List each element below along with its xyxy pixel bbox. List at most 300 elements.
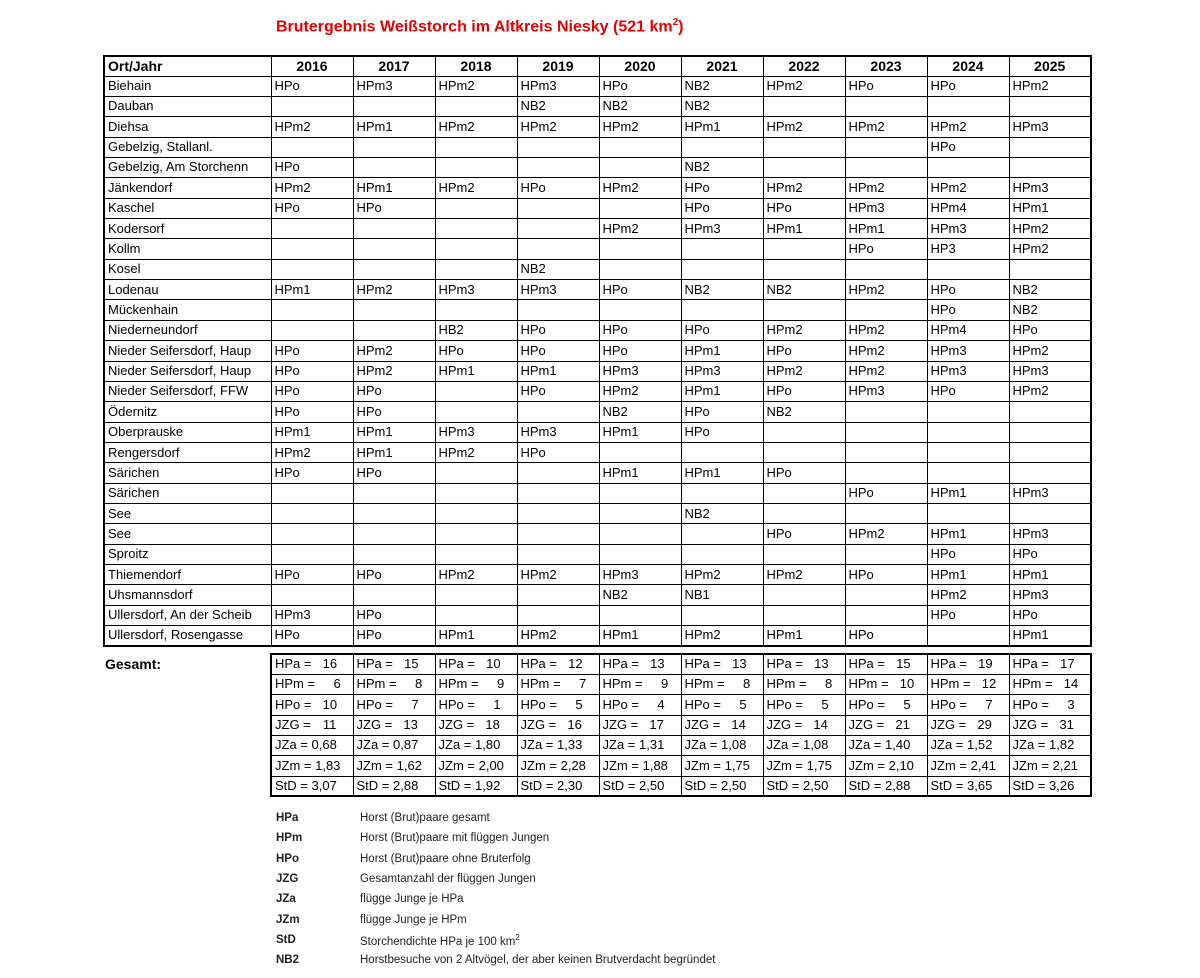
summary-value: 2,21 (1052, 757, 1078, 773)
result-cell-2019 (517, 524, 599, 544)
result-cell-2021: HPm1 (681, 463, 763, 483)
result-cell-2020 (599, 198, 681, 218)
summary-cell-2020: StD = 2,50 (599, 776, 681, 796)
summary-value: 15 (404, 656, 419, 672)
summary-cell-2016: JZm = 1,83 (271, 756, 353, 776)
result-cell-2022 (763, 442, 845, 462)
summary-value: 2,88 (393, 777, 419, 793)
table-row (104, 524, 1091, 544)
result-cell-2023: HPo (845, 483, 927, 503)
result-cell-2024: HPo (927, 544, 1009, 564)
summary-value: 19 (978, 656, 993, 672)
result-cell-2024: HPo (927, 76, 1009, 96)
result-cell-2017: HPo (353, 198, 435, 218)
ort-cell: Thiemendorf (104, 565, 271, 585)
summary-cell-2019: HPm = 7 (517, 674, 599, 694)
brood-results-table (103, 55, 1092, 647)
summary-cell-2019: HPa = 12 (517, 654, 599, 674)
legend-item (276, 808, 715, 828)
summary-value: 13 (814, 656, 829, 672)
summary-cell-2018: HPm = 9 (435, 674, 517, 694)
result-cell-2025 (1009, 463, 1091, 483)
table-row (104, 280, 1091, 300)
result-cell-2016: HPo (271, 381, 353, 401)
summary-cell-2016: HPm = 6 (271, 674, 353, 694)
summary-cell-2018: JZa = 1,80 (435, 735, 517, 755)
summary-value: 8 (742, 676, 751, 692)
result-cell-2021 (681, 259, 763, 279)
summary-table-body (271, 654, 1091, 796)
summary-value: 2,00 (478, 757, 504, 773)
summary-cell-2025: HPo = 3 (1009, 695, 1091, 715)
summary-value: 9 (496, 676, 505, 692)
summary-cell-2018: HPo = 1 (435, 695, 517, 715)
summary-value: 17 (1060, 656, 1075, 672)
summary-value: 16 (567, 717, 582, 733)
result-cell-2018 (435, 137, 517, 157)
result-cell-2023 (845, 442, 927, 462)
summary-key: HPo (930, 696, 956, 712)
summary-value: 8 (824, 676, 833, 692)
result-cell-2022 (763, 96, 845, 116)
ort-cell: Jänkendorf (104, 178, 271, 198)
ort-cell: Nieder Seifersdorf, FFW (104, 381, 271, 401)
summary-key: HPa (766, 656, 792, 672)
summary-value: 1,52 (967, 737, 993, 753)
result-cell-2019: HPm3 (517, 280, 599, 300)
summary-key: HPo (438, 696, 464, 712)
result-cell-2024: HPo (927, 137, 1009, 157)
summary-cell-2022: JZa = 1,08 (763, 735, 845, 755)
summary-cell-2019: HPo = 5 (517, 695, 599, 715)
legend-item (276, 828, 715, 848)
result-cell-2020: NB2 (599, 585, 681, 605)
result-cell-2023 (845, 605, 927, 625)
summary-label: Gesamt: (105, 656, 162, 672)
summary-cell-2024: HPa = 19 (927, 654, 1009, 674)
summary-value: 1,62 (396, 757, 422, 773)
result-cell-2020: HPm1 (599, 463, 681, 483)
result-cell-2021: HPo (681, 402, 763, 422)
result-cell-2025 (1009, 157, 1091, 177)
summary-value: 1,08 (721, 737, 747, 753)
ort-cell: See (104, 524, 271, 544)
result-cell-2019 (517, 463, 599, 483)
result-cell-2023: HPm3 (845, 381, 927, 401)
result-cell-2021 (681, 239, 763, 259)
result-cell-2019: HPo (517, 442, 599, 462)
table-row (104, 626, 1091, 646)
result-cell-2019: HPm3 (517, 422, 599, 442)
result-cell-2018 (435, 605, 517, 625)
result-cell-2025: HPm3 (1009, 483, 1091, 503)
ort-cell: Nieder Seifersdorf, Haup (104, 361, 271, 381)
result-cell-2024: HPo (927, 605, 1009, 625)
result-cell-2019: HPo (517, 178, 599, 198)
result-cell-2021 (681, 544, 763, 564)
summary-key: HPm (520, 676, 550, 692)
result-cell-2019 (517, 137, 599, 157)
summary-key: HPm (438, 676, 468, 692)
summary-key: JZm (602, 757, 628, 773)
result-cell-2017: HPm1 (353, 422, 435, 442)
summary-value: 14 (731, 717, 746, 733)
summary-value: 18 (485, 717, 500, 733)
summary-value: 11 (322, 717, 337, 733)
result-cell-2018 (435, 96, 517, 116)
summary-value: 1,31 (639, 737, 665, 753)
ort-cell: Mückenhain (104, 300, 271, 320)
result-cell-2021: HPm1 (681, 381, 763, 401)
summary-value: 8 (414, 676, 423, 692)
result-cell-2024 (927, 442, 1009, 462)
summary-value: 3,65 (967, 777, 993, 793)
summary-key: JZa (766, 737, 789, 753)
result-cell-2020: NB2 (599, 96, 681, 116)
legend-desc-superscript: 2 (515, 932, 520, 942)
result-cell-2018: HPo (435, 341, 517, 361)
summary-value: 7 (411, 696, 419, 712)
table-row (104, 402, 1091, 422)
result-cell-2022: NB2 (763, 280, 845, 300)
result-cell-2025: HPm1 (1009, 198, 1091, 218)
summary-cell-2016: HPa = 16 (271, 654, 353, 674)
header-ort-jahr: Ort/Jahr (104, 56, 271, 76)
summary-key: JZm (275, 757, 301, 773)
summary-key: HPo (520, 696, 546, 712)
summary-cell-2021: StD = 2,50 (681, 776, 763, 796)
result-cell-2017 (353, 219, 435, 239)
result-cell-2023: HPo (845, 76, 927, 96)
summary-cell-2021: HPm = 8 (681, 674, 763, 694)
result-cell-2017 (353, 524, 435, 544)
result-cell-2025: HPo (1009, 320, 1091, 340)
result-cell-2023: HPm2 (845, 524, 927, 544)
result-cell-2017: HPo (353, 605, 435, 625)
result-cell-2024: HPm2 (927, 178, 1009, 198)
result-cell-2022 (763, 157, 845, 177)
legend-abbr: NB2 (276, 954, 300, 967)
ort-cell: Ödernitz (104, 402, 271, 422)
result-cell-2018 (435, 504, 517, 524)
ort-cell: Niederneundorf (104, 320, 271, 340)
summary-cell-2025: JZG = 31 (1009, 715, 1091, 735)
ort-cell: Ullersdorf, An der Scheib (104, 605, 271, 625)
summary-key: StD (602, 777, 625, 793)
summary-cell-2023: HPm = 10 (845, 674, 927, 694)
result-cell-2025: HPo (1009, 605, 1091, 625)
table-row (104, 300, 1091, 320)
ort-cell: Diehsa (104, 117, 271, 137)
summary-row-StD (271, 776, 1091, 796)
summary-value: 1,75 (724, 757, 750, 773)
summary-cell-2017: JZa = 0,87 (353, 735, 435, 755)
summary-value: 21 (895, 717, 910, 733)
result-cell-2017 (353, 504, 435, 524)
result-cell-2022: HPm2 (763, 117, 845, 137)
result-cell-2017: HPo (353, 381, 435, 401)
header-year-2017: 2017 (353, 56, 435, 76)
result-cell-2023: HPm2 (845, 341, 927, 361)
main-table-body (104, 76, 1091, 646)
summary-value: 12 (568, 656, 583, 672)
summary-key: JZG (766, 717, 792, 733)
result-cell-2017: HPm2 (353, 361, 435, 381)
result-cell-2020: NB2 (599, 402, 681, 422)
result-cell-2020: HPo (599, 76, 681, 96)
summary-cell-2022: HPm = 8 (763, 674, 845, 694)
summary-key: HPm (930, 676, 960, 692)
summary-cell-2016: HPo = 10 (271, 695, 353, 715)
result-cell-2022 (763, 239, 845, 259)
summary-value: 1 (493, 696, 501, 712)
summary-value: 1,75 (806, 757, 832, 773)
summary-key: StD (684, 777, 707, 793)
result-cell-2016: HPm3 (271, 605, 353, 625)
result-cell-2018 (435, 300, 517, 320)
summary-cell-2017: HPo = 7 (353, 695, 435, 715)
summary-value: 2,10 (888, 757, 914, 773)
table-row (104, 544, 1091, 564)
table-row (104, 76, 1091, 96)
result-cell-2024: HPm2 (927, 117, 1009, 137)
result-cell-2021: HPo (681, 320, 763, 340)
result-cell-2024 (927, 422, 1009, 442)
result-cell-2020: HPm2 (599, 178, 681, 198)
summary-value: 17 (649, 717, 664, 733)
summary-cell-2025: JZa = 1,82 (1009, 735, 1091, 755)
summary-value: 5 (575, 696, 583, 712)
result-cell-2023 (845, 402, 927, 422)
summary-key: JZa (438, 737, 461, 753)
result-cell-2025: HPm3 (1009, 524, 1091, 544)
result-cell-2016 (271, 96, 353, 116)
summary-value: 6 (333, 676, 341, 692)
result-cell-2023 (845, 157, 927, 177)
result-cell-2021: HPo (681, 198, 763, 218)
table-row (104, 585, 1091, 605)
result-cell-2023 (845, 96, 927, 116)
result-cell-2016: HPm1 (271, 422, 353, 442)
header-year-2020: 2020 (599, 56, 681, 76)
table-row (104, 259, 1091, 279)
summary-value: 7 (578, 676, 587, 692)
result-cell-2021: NB2 (681, 504, 763, 524)
result-cell-2018: HB2 (435, 320, 517, 340)
summary-value: 16 (322, 656, 338, 672)
summary-cell-2018: HPa = 10 (435, 654, 517, 674)
result-cell-2017: HPo (353, 402, 435, 422)
result-cell-2018: HPm2 (435, 117, 517, 137)
legend-abbr: HPo (276, 852, 299, 865)
result-cell-2022: HPo (763, 198, 845, 218)
summary-value: 1,80 (475, 737, 501, 753)
ort-cell: Kollm (104, 239, 271, 259)
result-cell-2023 (845, 300, 927, 320)
legend-item (276, 909, 715, 929)
ort-cell: Ullersdorf, Rosengasse (104, 626, 271, 646)
result-cell-2019 (517, 157, 599, 177)
table-row (104, 219, 1091, 239)
summary-key: HPa (602, 656, 628, 672)
result-cell-2020 (599, 544, 681, 564)
result-cell-2019 (517, 605, 599, 625)
summary-cell-2023: StD = 2,88 (845, 776, 927, 796)
result-cell-2021: HPm1 (681, 117, 763, 137)
summary-value: 2,50 (639, 777, 665, 793)
result-cell-2018 (435, 463, 517, 483)
result-cell-2022: HPm2 (763, 178, 845, 198)
summary-value: 1,88 (642, 757, 668, 773)
result-cell-2021 (681, 483, 763, 503)
result-cell-2017: HPm2 (353, 341, 435, 361)
result-cell-2024 (927, 463, 1009, 483)
summary-key: JZa (1012, 737, 1035, 753)
result-cell-2021: HPm1 (681, 341, 763, 361)
result-cell-2023: HPm3 (845, 198, 927, 218)
summary-key: HPm (684, 676, 714, 692)
result-cell-2016: HPo (271, 402, 353, 422)
result-cell-2016 (271, 219, 353, 239)
result-cell-2017 (353, 157, 435, 177)
result-cell-2025: HPm3 (1009, 117, 1091, 137)
table-row (104, 239, 1091, 259)
summary-key: JZG (1012, 717, 1038, 733)
result-cell-2025 (1009, 96, 1091, 116)
summary-key: HPm (275, 676, 304, 692)
table-row (104, 442, 1091, 462)
result-cell-2020 (599, 483, 681, 503)
summary-value: 2,88 (885, 777, 911, 793)
summary-cell-2016: JZG = 11 (271, 715, 353, 735)
result-cell-2022: HPo (763, 341, 845, 361)
ort-cell: Sproitz (104, 544, 271, 564)
summary-value: 5 (739, 696, 747, 712)
result-cell-2021: HPm3 (681, 219, 763, 239)
result-cell-2025: NB2 (1009, 280, 1091, 300)
result-cell-2021: NB2 (681, 280, 763, 300)
result-cell-2021: NB2 (681, 76, 763, 96)
result-cell-2018 (435, 157, 517, 177)
result-cell-2018: HPm3 (435, 280, 517, 300)
result-cell-2016: HPm2 (271, 178, 353, 198)
result-cell-2022: HPo (763, 463, 845, 483)
result-cell-2023 (845, 504, 927, 524)
result-cell-2025: HPm1 (1009, 565, 1091, 585)
ort-cell: Lodenau (104, 280, 271, 300)
page-title-suffix: ) (678, 18, 684, 36)
result-cell-2019 (517, 219, 599, 239)
summary-key: HPa (275, 656, 301, 672)
summary-cell-2020: JZG = 17 (599, 715, 681, 735)
table-row (104, 137, 1091, 157)
summary-key: StD (275, 777, 297, 793)
result-cell-2018 (435, 585, 517, 605)
result-cell-2016 (271, 320, 353, 340)
result-cell-2020 (599, 504, 681, 524)
result-cell-2020 (599, 137, 681, 157)
result-cell-2023 (845, 585, 927, 605)
legend-desc: Horst (Brut)paare mit flüggen Jungen (360, 832, 550, 845)
result-cell-2022: HPm2 (763, 565, 845, 585)
result-cell-2016: HPm2 (271, 117, 353, 137)
summary-key: JZG (275, 717, 300, 733)
summary-key: JZa (684, 737, 707, 753)
header-year-2018: 2018 (435, 56, 517, 76)
summary-cell-2025: HPa = 17 (1009, 654, 1091, 674)
summary-cell-2016: StD = 3,07 (271, 776, 353, 796)
summary-key: StD (356, 777, 379, 793)
result-cell-2017 (353, 300, 435, 320)
summary-value: 13 (403, 717, 418, 733)
summary-value: 1,83 (315, 757, 341, 773)
result-cell-2025 (1009, 402, 1091, 422)
summary-cell-2024: HPm = 12 (927, 674, 1009, 694)
result-cell-2024 (927, 402, 1009, 422)
result-cell-2020: HPm2 (599, 117, 681, 137)
result-cell-2022 (763, 137, 845, 157)
result-cell-2021: HPo (681, 422, 763, 442)
result-cell-2024: HPm3 (927, 219, 1009, 239)
result-cell-2016: HPo (271, 361, 353, 381)
page-title-superscript: 2 (672, 17, 679, 28)
summary-cell-2021: JZG = 14 (681, 715, 763, 735)
result-cell-2024: HPo (927, 300, 1009, 320)
ort-cell: Rengersdorf (104, 442, 271, 462)
result-cell-2019 (517, 300, 599, 320)
summary-cell-2024: JZa = 1,52 (927, 735, 1009, 755)
result-cell-2019: HPm3 (517, 76, 599, 96)
result-cell-2023: HPo (845, 239, 927, 259)
legend-abbr: JZG (276, 873, 299, 886)
result-cell-2021: NB2 (681, 157, 763, 177)
result-cell-2018 (435, 483, 517, 503)
result-cell-2020: HPm3 (599, 361, 681, 381)
summary-key: StD (1012, 777, 1035, 793)
summary-cell-2021: HPa = 13 (681, 654, 763, 674)
summary-key: HPa (356, 656, 382, 672)
result-cell-2022 (763, 483, 845, 503)
result-cell-2025 (1009, 137, 1091, 157)
summary-key: HPo (275, 696, 301, 712)
table-row (104, 381, 1091, 401)
result-cell-2024: HPm1 (927, 524, 1009, 544)
result-cell-2023: HPm2 (845, 117, 927, 137)
header-year-2022: 2022 (763, 56, 845, 76)
result-cell-2024: HPm1 (927, 483, 1009, 503)
result-cell-2024 (927, 96, 1009, 116)
summary-cell-2017: StD = 2,88 (353, 776, 435, 796)
result-cell-2016: HPo (271, 157, 353, 177)
summary-value: 1,82 (1049, 737, 1075, 753)
legend-item (276, 849, 715, 869)
result-cell-2024: HPm4 (927, 198, 1009, 218)
result-cell-2018: HPm2 (435, 565, 517, 585)
summary-key: HPo (356, 696, 382, 712)
result-cell-2023 (845, 463, 927, 483)
result-cell-2019: NB2 (517, 259, 599, 279)
summary-cell-2018: StD = 1,92 (435, 776, 517, 796)
table-row (104, 341, 1091, 361)
result-cell-2022 (763, 259, 845, 279)
summary-key: HPa (438, 656, 464, 672)
result-cell-2023 (845, 259, 927, 279)
result-cell-2019 (517, 198, 599, 218)
summary-cell-2016: JZa = 0,68 (271, 735, 353, 755)
result-cell-2019: HPo (517, 381, 599, 401)
result-cell-2016: HPo (271, 76, 353, 96)
result-cell-2021 (681, 524, 763, 544)
